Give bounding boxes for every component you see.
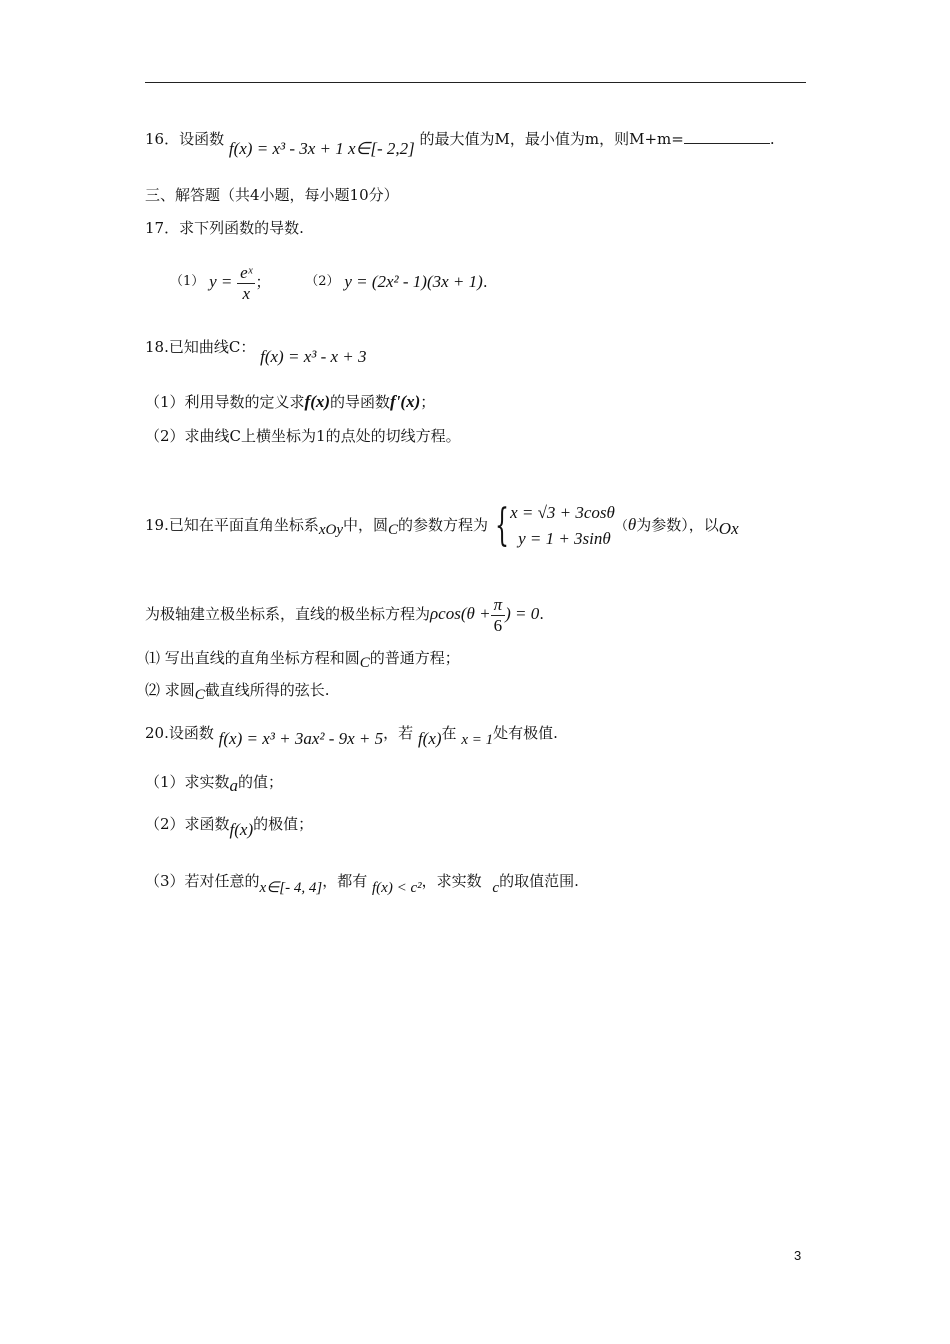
q20-formula: f(x) = x³ + 3ax² - 9x + 5 <box>218 729 384 748</box>
q18-sub1: （1）利用导数的定义求f(x)的导函数f'(x)； <box>145 392 436 411</box>
q16-text: 的最大值为M，最小值为m，则M+m= <box>419 130 684 148</box>
q16-label: 16．设函数 <box>145 130 225 148</box>
q17-parts: （1） y = $\frac{\text{eˣ}}{x}$ ； （2） y = (2x² - 1)(3x + 1). <box>170 262 488 303</box>
q16-formula: f(x) = x³ - 3x + 1 x∈[- 2,2] <box>228 139 415 158</box>
section-title: 三、解答题（共4小题，每小题10分） <box>145 186 399 204</box>
q18-sub2: （2）求曲线C上横坐标为1的点处的切线方程。 <box>145 427 461 445</box>
question-19: 19.已知在平面直角坐标系xOy中，圆C的参数方程为 { x = √3 + 3cosθ y = 1 + 3sinθ （θ为参数），以Ox <box>145 500 739 551</box>
q19-line2: 为极轴建立极坐标系，直线的极坐标方程为ρcos(θ + $\frac{\pi}{6}$ ) = 0. <box>145 594 545 635</box>
question-18: 18.已知曲线C： f(x) = x³ - x + 3 <box>145 338 367 366</box>
parametric-system: x = √3 + 3cosθ y = 1 + 3sinθ <box>510 503 615 548</box>
q19-sub2: ⑵ 求圆C截直线所得的弦长. <box>145 681 330 703</box>
page-number: 3 <box>794 1248 802 1263</box>
q17-label: 17．求下列函数的导数. <box>145 219 304 237</box>
answer-blank <box>684 131 770 144</box>
question-16: 16．设函数 f(x) = x³ - 3x + 1 x∈[- 2,2] 的最大值为M，最小值为m，则M+m= . <box>145 130 775 158</box>
system-brace: { <box>495 500 510 551</box>
q19-sub1: ⑴ 写出直线的直角坐标方程和圆C的普通方程； <box>145 649 460 671</box>
q18-formula: f(x) = x³ - x + 3 <box>260 347 367 366</box>
pi-over-six: $\frac{\pi}{6}$ <box>491 595 506 636</box>
header-rule <box>145 82 806 83</box>
q17-fraction: $\frac{\text{eˣ}}{x}$ <box>237 263 255 304</box>
question-20: 20.设函数 f(x) = x³ + 3ax² - 9x + 5，若 f(x)在 x = 1处有极值. <box>145 724 558 748</box>
q20-sub3: （3）若对任意的x∈[- 4, 4]，都有 f(x) < c²，求实数 c的取值范围. <box>145 872 579 896</box>
q17-p2-formula: y = (2x² - 1)(3x + 1) <box>344 272 483 291</box>
q20-sub1: （1）求实数a的值； <box>145 773 284 795</box>
q20-sub2: （2）求函数f(x)的极值； <box>145 815 314 839</box>
